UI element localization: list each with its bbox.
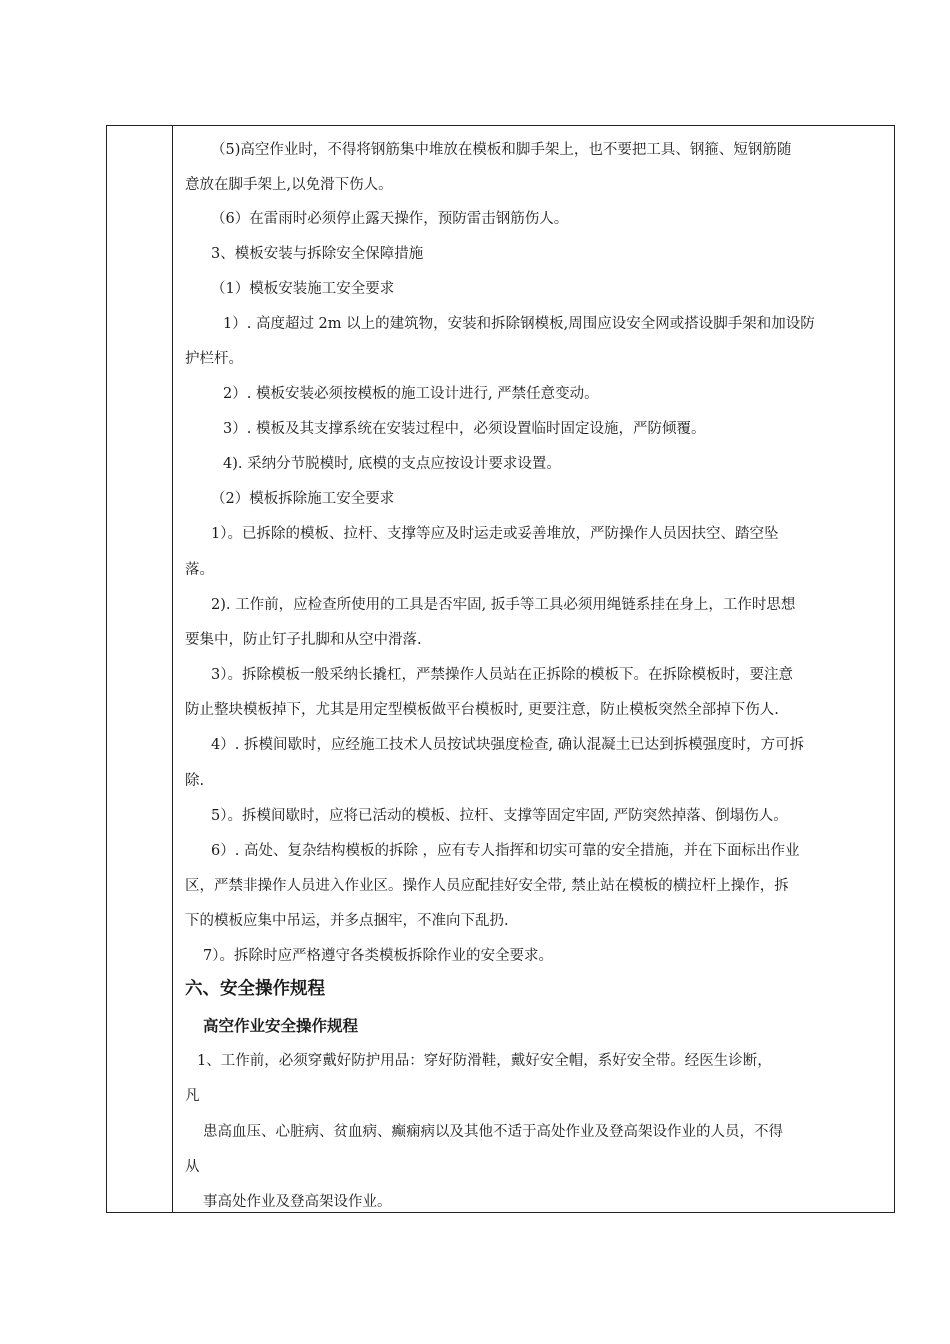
paragraph-line: 1）. 高度超过 2m 以上的建筑物，安装和拆除钢模板,周围应设安全网或搭设脚手架和加设防 xyxy=(223,316,815,332)
paragraph-line: 2）. 模板安装必须按模板的施工设计进行, 严禁任意变动。 xyxy=(223,386,599,402)
paragraph-line: 从 xyxy=(185,1159,200,1175)
paragraph-line: 5）。拆模间歇时，应将已活动的模板、拉杆、支撑等固定牢固, 严防突然掉落、倒塌伤人。 xyxy=(211,808,788,824)
paragraph-line: 意放在脚手架上,以免滑下伤人。 xyxy=(185,177,393,193)
paragraph-line: 1、工作前，必须穿戴好防护用品：穿好防滑鞋，戴好安全帽，系好安全带。经医生诊断， xyxy=(197,1053,772,1069)
paragraph-line: 护栏杆。 xyxy=(185,351,243,367)
paragraph-line: 3）. 模板及其支撑系统在安装过程中，必须设置临时固定设施，严防倾覆。 xyxy=(223,421,706,437)
paragraph-line: 6）. 高处、复杂结构模板的拆除 ，应有专人指挥和切实可靠的安全措施，并在下面标出作业 xyxy=(211,843,800,859)
document-table xyxy=(106,125,895,1213)
chapter-heading: 六、安全操作规程 xyxy=(185,979,325,999)
paragraph-line: 2). 工作前，应检查所使用的工具是否牢固, 扳手等工具必须用绳链系挂在身上，工作时思想 xyxy=(211,597,796,613)
section-title: 高空作业安全操作规程 xyxy=(203,1016,359,1035)
paragraph-line: 1）。已拆除的模板、拉杆、支撑等应及时运走或妥善堆放，严防操作人员因扶空、踏空坠 xyxy=(211,526,779,542)
paragraph-line: 要集中，防止钉子扎脚和从空中滑落. xyxy=(185,632,422,648)
paragraph-line: 下的模板应集中吊运，并多点捆牢，不准向下乱扔. xyxy=(185,913,509,929)
subsection-heading: （2）模板拆除施工安全要求 xyxy=(211,491,395,507)
paragraph-line: 落。 xyxy=(185,562,214,578)
paragraph-line: （5)高空作业时，不得将钢筋集中堆放在模板和脚手架上，也不要把工具、钢箍、短钢筋随 xyxy=(211,142,792,158)
section-heading: 3、模板安装与拆除安全保障措施 xyxy=(211,246,424,262)
paragraph-line: 区，严禁非操作人员进入作业区。操作人员应配挂好安全带, 禁止站在模板的横拉杆上操作，拆 xyxy=(185,878,789,894)
left-column-cell xyxy=(107,126,173,1212)
paragraph-line: 凡 xyxy=(185,1088,200,1104)
paragraph-line: 7）。拆除时应严格遵守各类模板拆除作业的安全要求。 xyxy=(203,948,553,964)
paragraph-line: 事高处作业及登高架设作业。 xyxy=(203,1194,392,1210)
paragraph-line: 患高血压、心脏病、贫血病、癫痫病以及其他不适于高处作业及登高架设作业的人员，不得 xyxy=(203,1124,783,1140)
subsection-heading: （1）模板安装施工安全要求 xyxy=(211,281,395,297)
paragraph-line: 3）。拆除模板一般采纳长撬杠，严禁操作人员站在正拆除的模板下。在拆除模板时，要注意 xyxy=(211,667,793,683)
paragraph-line: 除. xyxy=(185,773,205,789)
paragraph-line: 防止整块模板掉下，尤其是用定型模板做平台模板时, 更要注意，防止模板突然全部掉下伤人. xyxy=(185,702,779,718)
paragraph-line: （6）在雷雨时必须停止露天操作，预防雷击钢筋伤人。 xyxy=(211,211,569,227)
paragraph-line: 4）. 拆模间歇时，应经施工技术人员按试块强度检查, 确认混凝土已达到拆模强度时，方可拆 xyxy=(211,737,805,753)
paragraph-line: 4). 采纳分节脱模时, 底模的支点应按设计要求设置。 xyxy=(223,456,561,472)
